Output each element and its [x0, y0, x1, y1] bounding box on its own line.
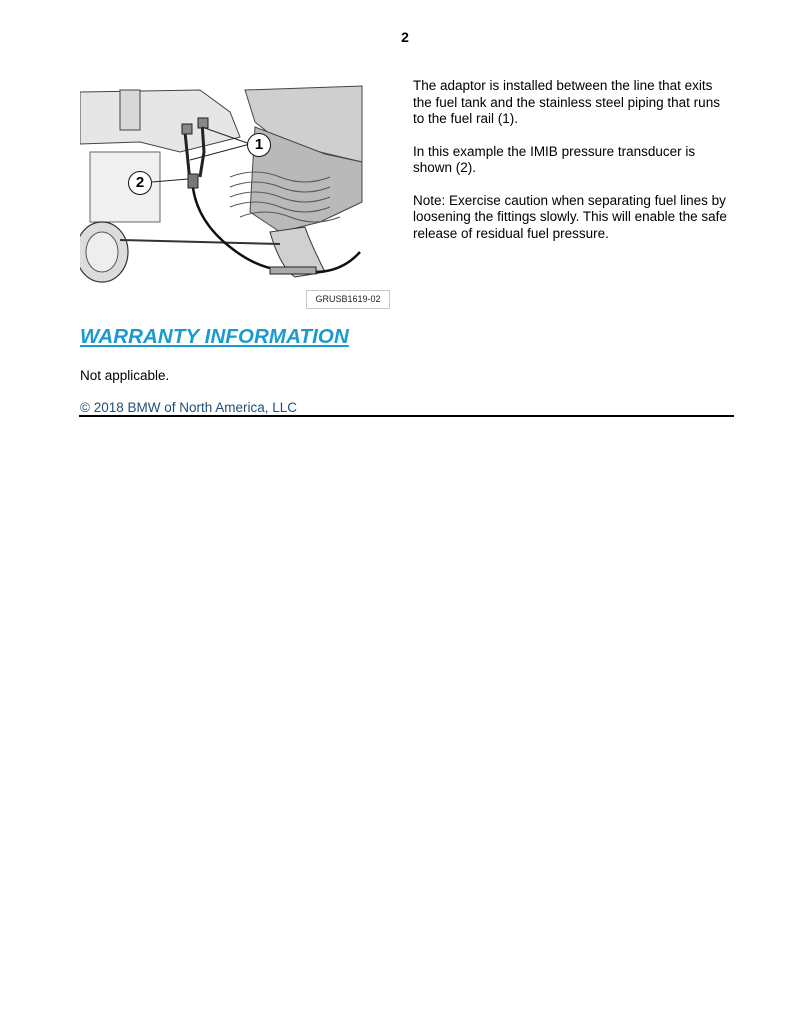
footer-divider [79, 415, 734, 417]
description-paragraph-transducer: In this example the IMIB pressure transducer is shown (2). [413, 143, 696, 175]
vehicle-underside-drawing [80, 82, 390, 312]
copyright-notice: © 2018 BMW of North America, LLC [80, 400, 298, 415]
warranty-text: Not applicable. [80, 368, 170, 383]
callout-2-label: 2 [135, 174, 145, 191]
warranty-heading: WARRANTY INFORMATION [80, 325, 349, 348]
description-paragraph-adaptor: The adaptor is installed between the line that exits the fuel tank and the stainless steel piping that runs to the fuel rail (1). [413, 78, 720, 126]
fuel-line-adaptor-illustration [80, 82, 390, 312]
callout-1-label: 1 [254, 136, 264, 153]
page-number: 2 [401, 29, 409, 45]
callout-2-marker [128, 171, 152, 195]
description-paragraph-note: Note: Exercise caution when separating fuel lines by loosening the fittings slowly. This will enable the safe release of residual fuel pressure. [413, 192, 727, 241]
figure-caption: GRUSB1619-02 [306, 290, 390, 309]
callout-1-marker [247, 133, 271, 157]
figure-description [413, 78, 733, 258]
